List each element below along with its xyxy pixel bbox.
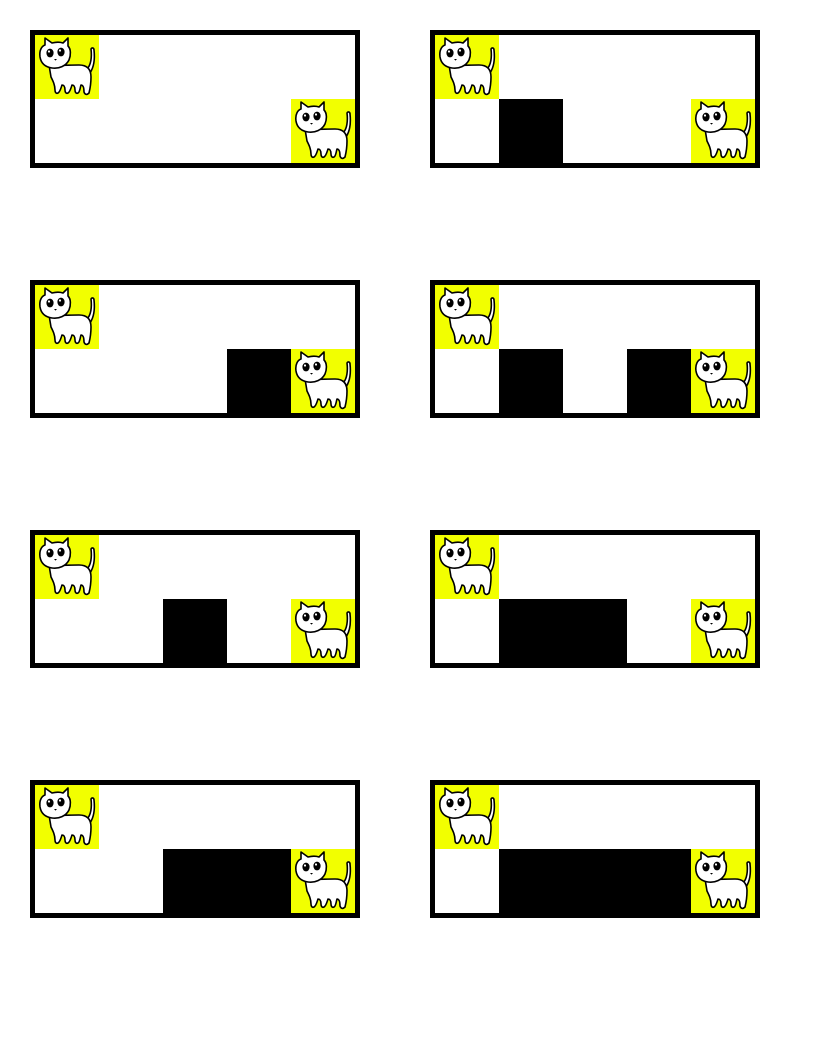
- goal-cat-tile: [691, 599, 755, 663]
- cat-icon: [691, 99, 755, 163]
- goal-cat-tile: [691, 849, 755, 913]
- wall-block: [163, 849, 227, 913]
- start-cat-tile: [35, 785, 99, 849]
- cat-icon: [435, 35, 499, 99]
- puzzle-board-1: [30, 30, 360, 168]
- cat-icon: [435, 535, 499, 599]
- start-cat-tile: [35, 535, 99, 599]
- cat-icon: [435, 785, 499, 849]
- cat-icon: [691, 599, 755, 663]
- cat-icon: [35, 285, 99, 349]
- wall-block: [163, 599, 227, 663]
- goal-cat-tile: [291, 349, 355, 413]
- goal-cat-tile: [291, 849, 355, 913]
- puzzle-board-3: [30, 280, 360, 418]
- cat-icon: [691, 849, 755, 913]
- cat-icon: [691, 349, 755, 413]
- wall-block: [499, 349, 563, 413]
- goal-cat-tile: [291, 599, 355, 663]
- wall-block: [563, 599, 627, 663]
- wall-block: [563, 849, 627, 913]
- cat-icon: [291, 349, 355, 413]
- wall-block: [627, 849, 691, 913]
- cat-icon: [291, 99, 355, 163]
- goal-cat-tile: [291, 99, 355, 163]
- puzzle-board-6: [430, 530, 760, 668]
- wall-block: [227, 349, 291, 413]
- wall-block: [227, 849, 291, 913]
- cat-icon: [435, 285, 499, 349]
- start-cat-tile: [435, 785, 499, 849]
- cat-icon: [35, 535, 99, 599]
- wall-block: [499, 849, 563, 913]
- cat-icon: [35, 35, 99, 99]
- puzzle-board-7: [30, 780, 360, 918]
- cat-icon: [35, 785, 99, 849]
- puzzle-board-2: [430, 30, 760, 168]
- puzzle-board-5: [30, 530, 360, 668]
- start-cat-tile: [435, 35, 499, 99]
- wall-block: [499, 99, 563, 163]
- cat-icon: [291, 849, 355, 913]
- goal-cat-tile: [691, 349, 755, 413]
- puzzle-board-4: [430, 280, 760, 418]
- start-cat-tile: [435, 285, 499, 349]
- start-cat-tile: [35, 285, 99, 349]
- wall-block: [627, 349, 691, 413]
- puzzle-board-8: [430, 780, 760, 918]
- cat-icon: [291, 599, 355, 663]
- start-cat-tile: [435, 535, 499, 599]
- wall-block: [499, 599, 563, 663]
- goal-cat-tile: [691, 99, 755, 163]
- start-cat-tile: [35, 35, 99, 99]
